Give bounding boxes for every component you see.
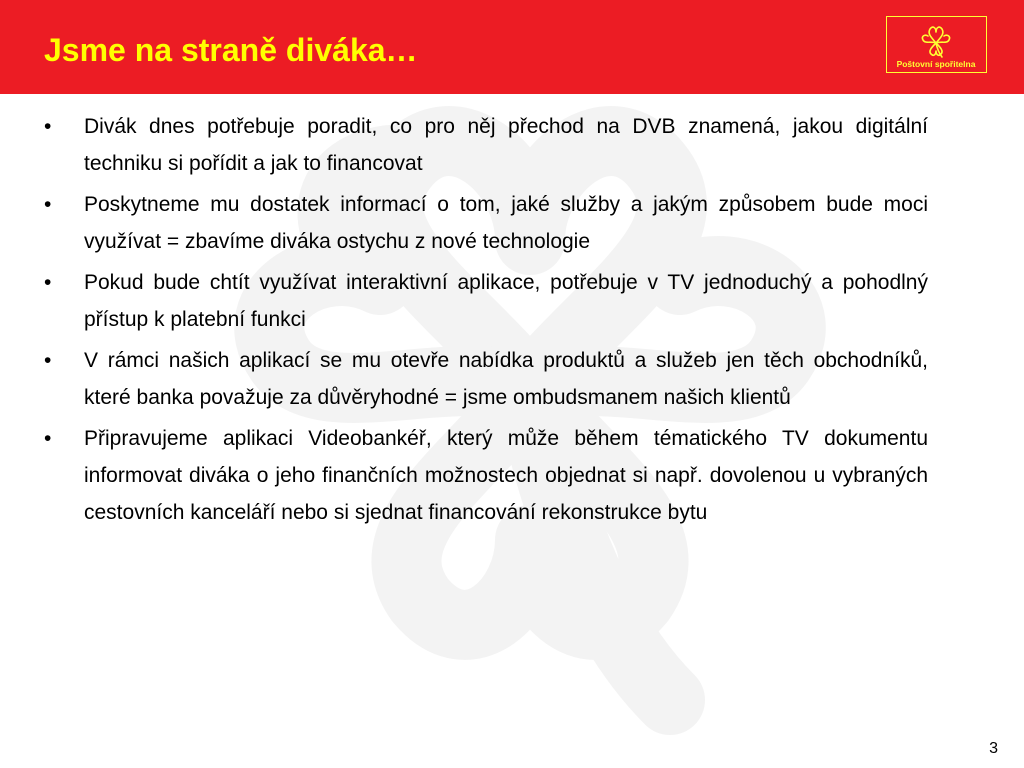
bullet-icon: • — [44, 349, 52, 372]
list-item — [44, 342, 928, 416]
list-item — [44, 108, 928, 182]
bullet-icon: • — [44, 271, 52, 294]
bullet-icon: • — [44, 193, 52, 216]
list-item — [44, 186, 928, 260]
bullet-text: Poskytneme mu dostatek informací o tom, jaké služby a jakým způsobem bude moci využívat = zbavíme diváka ostychu z nové technologie — [84, 193, 928, 253]
list-item — [44, 420, 928, 531]
bullet-list — [44, 108, 928, 535]
header-bar — [0, 0, 1024, 94]
page-number: 3 — [989, 740, 998, 757]
slide-title: Jsme na straně diváka… — [44, 32, 418, 68]
bullet-text: V rámci našich aplikací se mu otevře nabídka produktů a služeb jen těch obchodníků, které banka považuje za důvěryhodné = jsme ombudsmanem našich klientů — [84, 349, 928, 409]
bullet-text: Divák dnes potřebuje poradit, co pro něj přechod na DVB znamená, jakou digitální techniku si pořídit a jak to financovat — [84, 115, 928, 175]
bank-logo — [886, 16, 987, 73]
bullet-icon: • — [44, 115, 52, 138]
bullet-icon: • — [44, 427, 52, 450]
logo-text: Poštovní spořitelna — [896, 59, 976, 69]
list-item — [44, 264, 928, 338]
bullet-text: Připravujeme aplikaci Videobankéř, který může během tématického TV dokumentu informovat diváka o jeho finančních možnostech objednat si např. dovolenou u vybraných cestovních kanceláří nebo si sjednat financování rekonstrukce bytu — [84, 427, 928, 524]
clover-icon — [887, 17, 985, 71]
bullet-text: Pokud bude chtít využívat interaktivní aplikace, potřebuje v TV jednoduchý a pohodlný přístup k platební funkci — [84, 271, 928, 331]
